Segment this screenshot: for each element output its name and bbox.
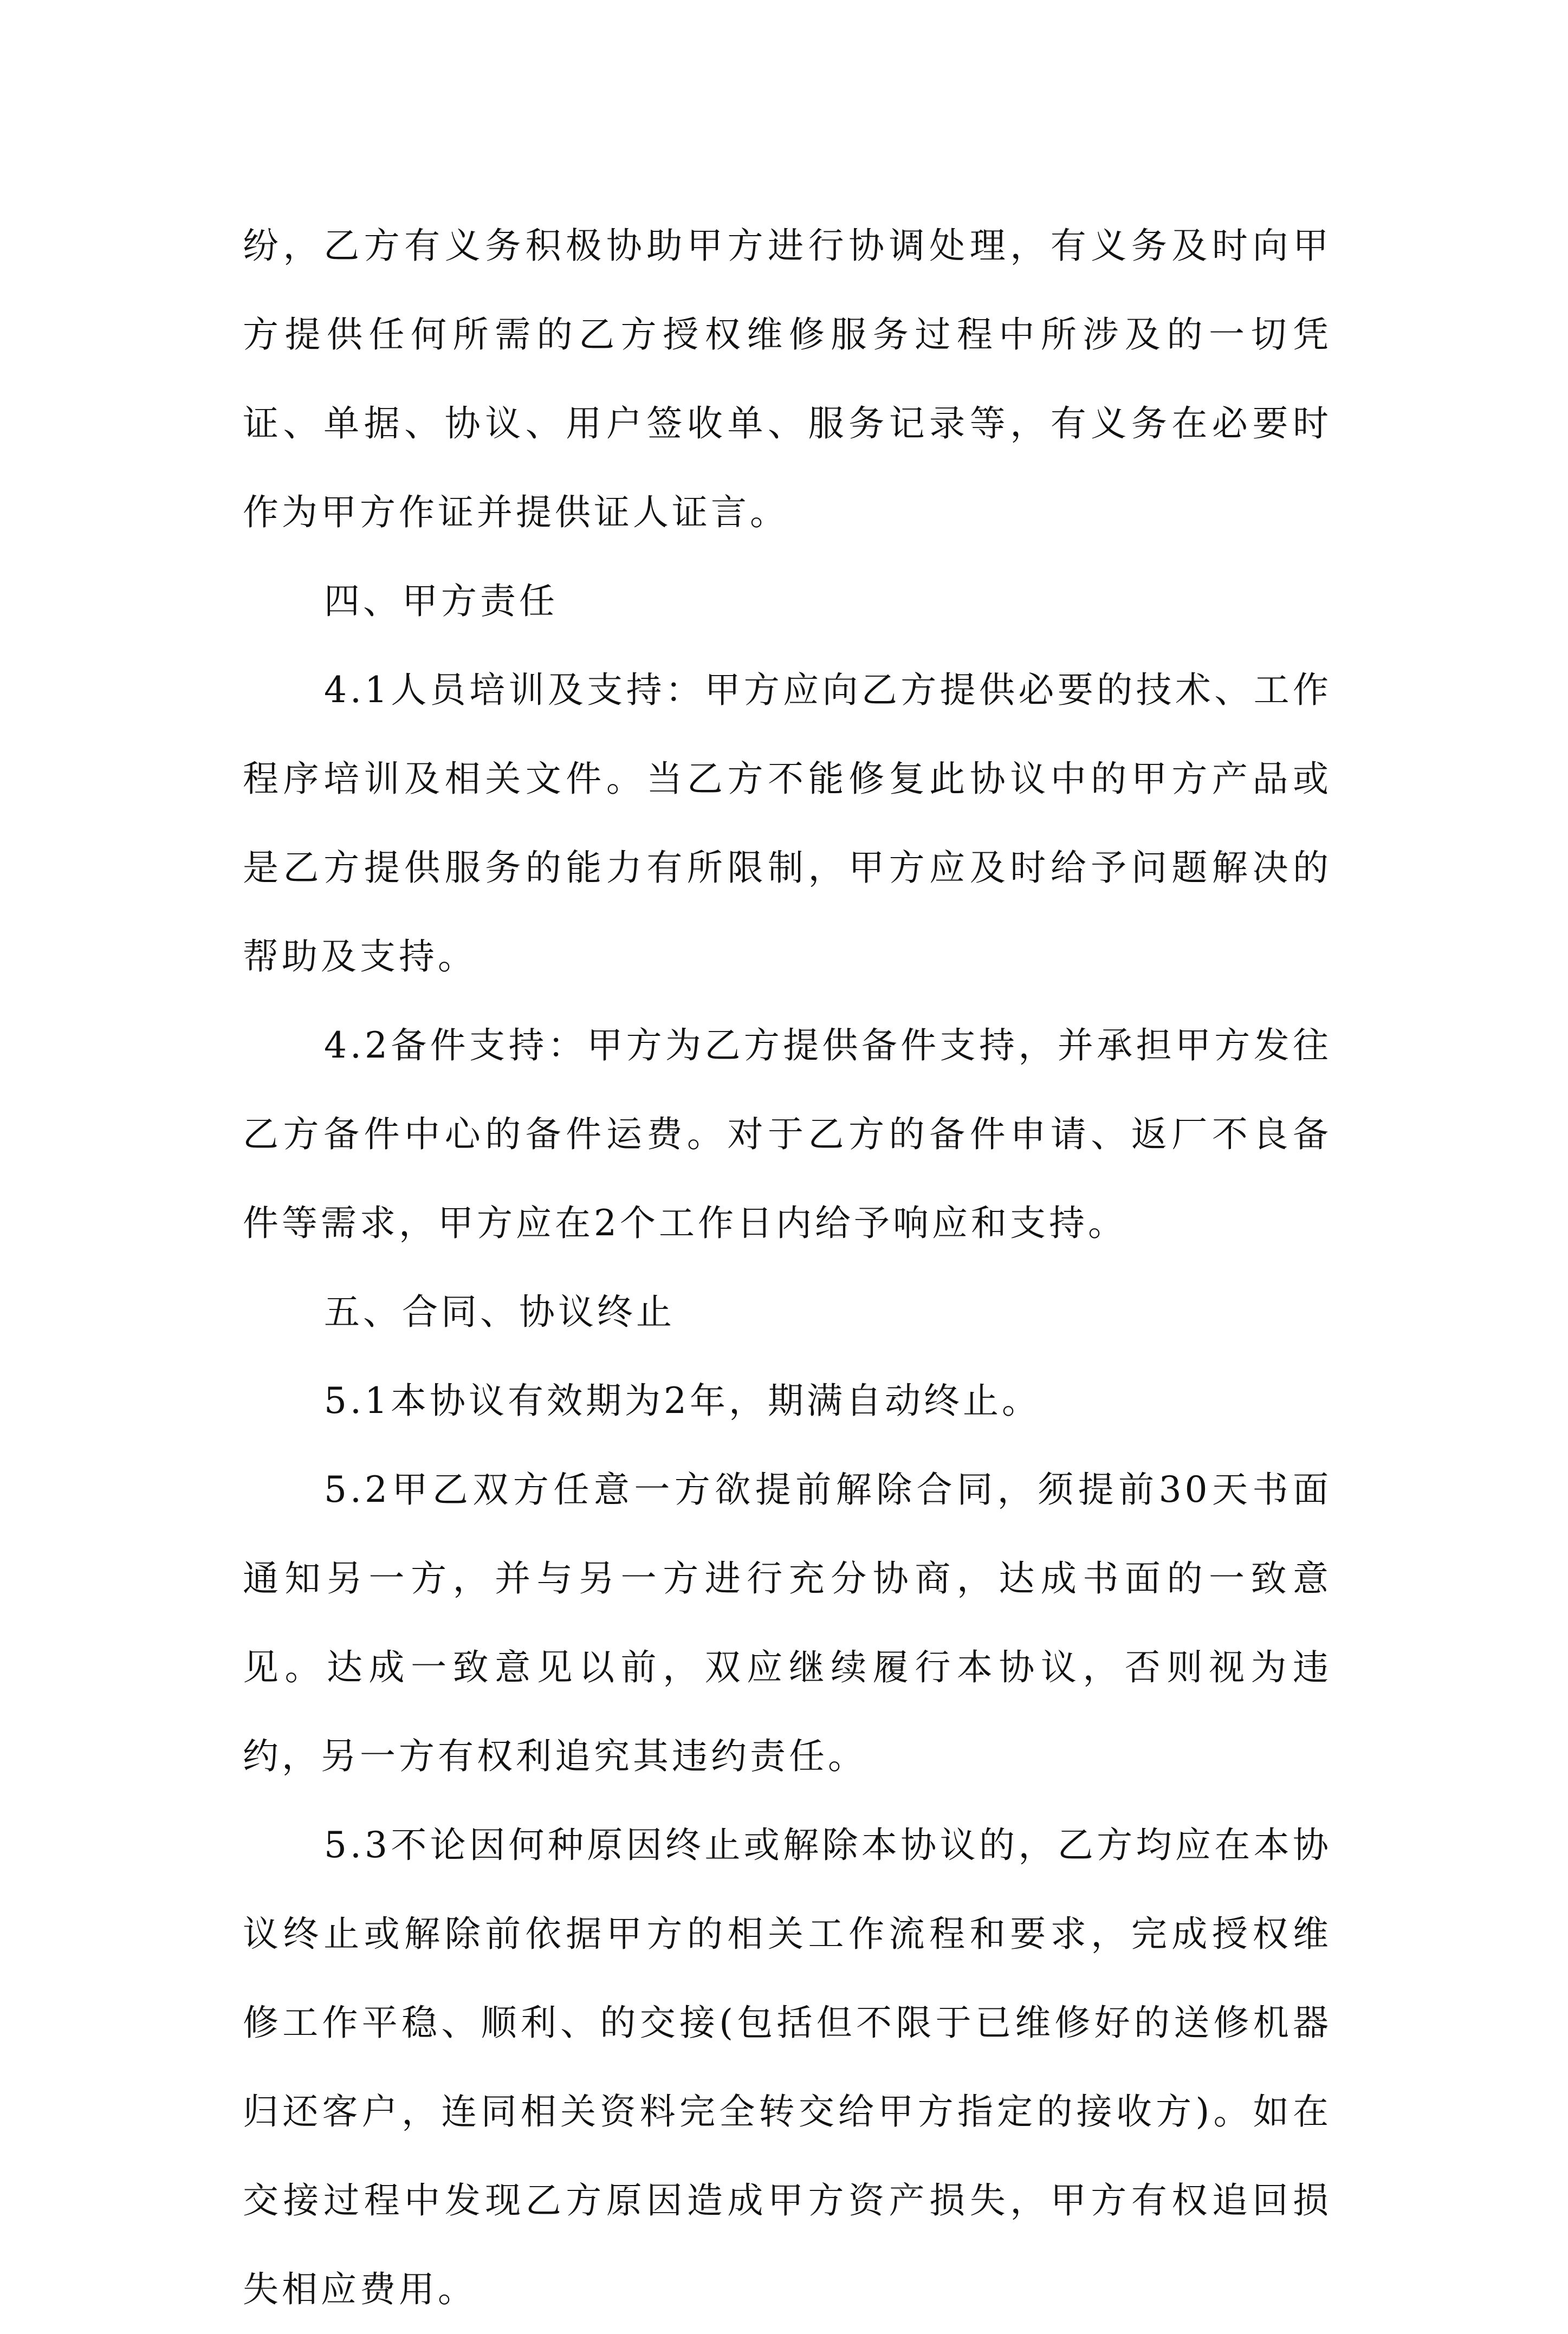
- section-heading-termination: 五、合同、协议终止: [324, 1291, 675, 1333]
- clause-5-3: 5.3不论因何种原因终止或解除本协议的，乙方均应在本协议终止或解除前依据甲方的相关工作流程和要求，完成授权维修工作平稳、顺利、的交接(包括但不限于已维修好的送修机器归还客户，连同相关资料完全转交给甲方指定的接收方)。如在交接过程中发现乙方原因造成甲方资产损失，甲方有权追回损失相应费用。: [243, 1824, 1332, 2310]
- document-body: [243, 202, 1332, 2334]
- clause-4-1: 4.1人员培训及支持：甲方应向乙方提供必要的技术、工作程序培训及相关文件。当乙方不能修复此协议中的甲方产品或是乙方提供服务的能力有所限制，甲方应及时给予问题解决的帮助及支持。: [243, 669, 1332, 977]
- clause-5-1: 5.1本协议有效期为2年，期满自动终止。: [324, 1380, 1041, 1422]
- clause-5-2: 5.2甲乙双方任意一方欲提前解除合同，须提前30天书面通知另一方，并与另一方进行充分协商，达成书面的一致意见。达成一致意见以前，双应继续履行本协议，否则视为违约，另一方有权利追究其违约责任。: [243, 1469, 1332, 1777]
- clause-4-2: 4.2备件支持：甲方为乙方提供备件支持，并承担甲方发往乙方备件中心的备件运费。对于乙方的备件申请、返厂不良备件等需求，甲方应在2个工作日内给予响应和支持。: [243, 1025, 1332, 1244]
- paragraph-continuation: 纷，乙方有义务积极协助甲方进行协调处理，有义务及时向甲方提供任何所需的乙方授权维修服务过程中所涉及的一切凭证、单据、协议、用户签收单、服务记录等，有义务在必要时作为甲方作证并提供证人证言。: [243, 225, 1332, 533]
- section-heading-party-a-responsibility: 四、甲方责任: [324, 580, 558, 622]
